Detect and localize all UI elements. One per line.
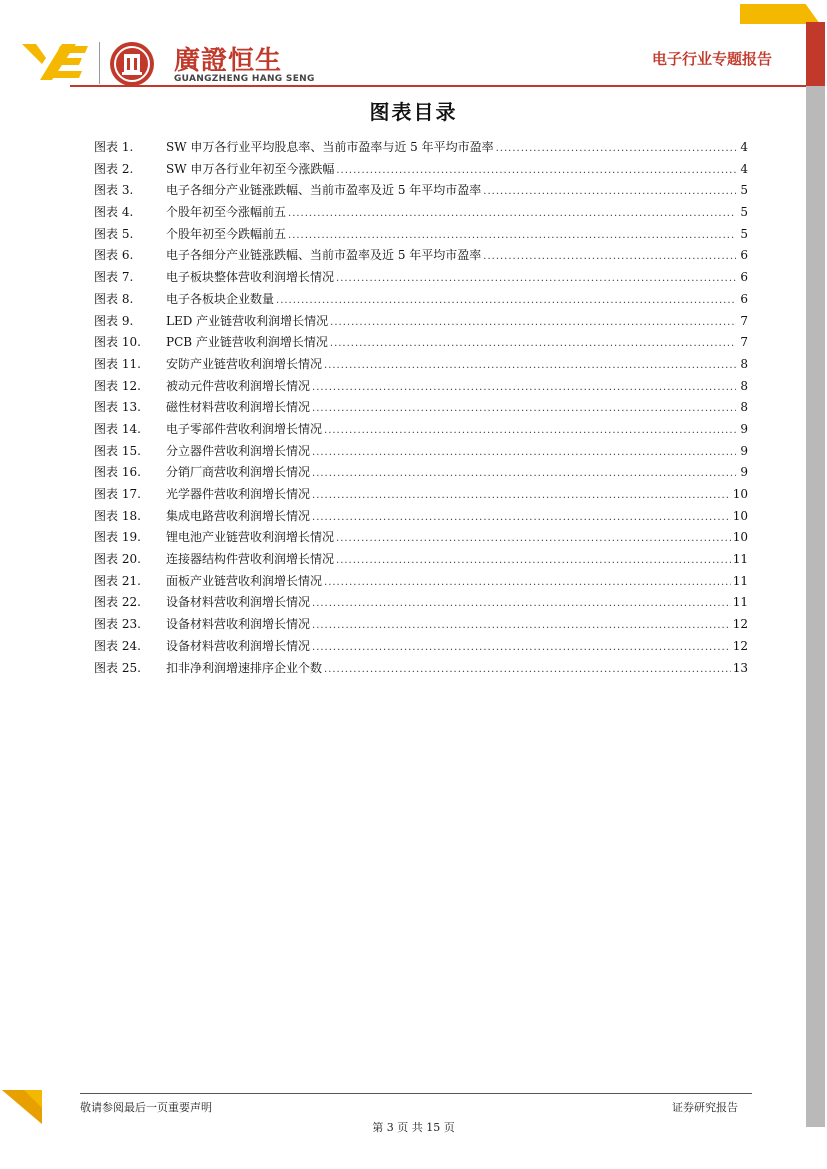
toc-leader-dots xyxy=(330,312,736,334)
toc-label: 图表 13. xyxy=(94,400,141,415)
toc-row[interactable] xyxy=(94,636,748,658)
toc-label: 图表 14. xyxy=(94,421,141,436)
toc-label: 图表 7. xyxy=(94,270,134,285)
toc-row[interactable] xyxy=(94,462,748,484)
toc-label: 图表 22. xyxy=(94,595,141,610)
toc-row[interactable] xyxy=(94,658,748,680)
toc-entry-text: 电子各细分产业链涨跌幅、当前市盈率及近 5 年平均市盈率 xyxy=(166,248,482,263)
toc-entry-text: 电子各细分产业链涨跌幅、当前市盈率及近 5 年平均市盈率 xyxy=(166,183,482,198)
toc-row[interactable] xyxy=(94,202,748,224)
toc-leader-dots xyxy=(276,290,736,312)
toc-row[interactable] xyxy=(94,419,748,441)
toc-leader-dots xyxy=(312,507,731,529)
toc-label: 图表 1. xyxy=(94,140,134,154)
toc-entry-text: 设备材料营收利润增长情况 xyxy=(166,595,311,610)
toc-leader-dots xyxy=(483,246,736,268)
toc-page-number: 5 xyxy=(740,226,748,241)
toc-label: 图表 12. xyxy=(94,378,141,393)
toc-row[interactable] xyxy=(94,354,748,376)
toc-row[interactable] xyxy=(94,332,748,354)
toc-row[interactable] xyxy=(94,441,748,463)
toc-entry-text: SW 申万各行业平均股息率、当前市盈率与近 5 年平均市盈率 xyxy=(166,140,494,154)
toc-leader-dots xyxy=(324,572,731,594)
toc-label: 图表 16. xyxy=(94,465,141,480)
toc-label: 图表 25. xyxy=(94,660,141,675)
toc-page-number: 11 xyxy=(732,595,748,610)
toc-label: 图表 17. xyxy=(94,487,141,501)
toc-row[interactable] xyxy=(94,592,748,614)
toc-label: 图表 18. xyxy=(94,508,141,523)
toc-row[interactable] xyxy=(94,180,748,202)
toc-row[interactable] xyxy=(94,289,748,311)
company-name-en: GUANGZHENG HANG SENG xyxy=(174,74,315,84)
toc-label: 图表 5. xyxy=(94,226,134,241)
toc-page-number: 7 xyxy=(740,335,748,350)
toc-leader-dots xyxy=(312,442,736,464)
toc-leader-dots xyxy=(336,160,736,182)
header-divider xyxy=(70,85,806,87)
toc-row[interactable] xyxy=(94,397,748,419)
toc-label: 图表 24. xyxy=(94,638,141,653)
ye-logo-icon xyxy=(22,44,90,80)
toc-page-number: 6 xyxy=(740,270,748,285)
toc-leader-dots xyxy=(312,463,736,485)
toc-row[interactable] xyxy=(94,484,748,506)
toc-label: 图表 19. xyxy=(94,530,141,545)
footer-divider xyxy=(80,1093,752,1094)
toc-page-number: 7 xyxy=(740,313,748,328)
toc-leader-dots xyxy=(312,593,731,615)
page-number: 第 3 页 共 15 页 xyxy=(372,1121,455,1134)
toc-row[interactable] xyxy=(94,527,748,549)
toc-entry-text: 安防产业链营收利润增长情况 xyxy=(166,356,323,371)
toc-page-number: 6 xyxy=(740,248,748,263)
toc-leader-dots xyxy=(312,398,736,420)
toc-entry-text: SW 申万各行业年初至今涨跌幅 xyxy=(166,161,335,176)
toc-row[interactable] xyxy=(94,224,748,246)
toc-leader-dots xyxy=(312,615,731,637)
footer-disclaimer: 敬请参阅最后一页重要声明 xyxy=(80,1101,212,1114)
toc-row[interactable] xyxy=(94,571,748,593)
toc-page-number: 13 xyxy=(732,660,748,675)
toc-entry-text: 电子零部件营收利润增长情况 xyxy=(166,421,323,436)
toc-label: 图表 15. xyxy=(94,443,141,458)
toc-entry-text: 集成电路营收利润增长情况 xyxy=(166,508,311,523)
toc-entry-text: 连接器结构件营收利润增长情况 xyxy=(166,552,335,567)
toc-title: 图表目录 xyxy=(369,100,458,124)
toc-page-number: 9 xyxy=(740,443,748,458)
toc-label: 图表 11. xyxy=(94,356,141,371)
corner-tab-decoration xyxy=(740,4,820,24)
toc-page-number: 8 xyxy=(740,356,748,371)
toc-label: 图表 6. xyxy=(94,248,134,263)
toc-label: 图表 23. xyxy=(94,617,141,632)
toc-leader-dots xyxy=(324,355,736,377)
toc-page-number: 12 xyxy=(732,617,748,632)
toc-page-number: 8 xyxy=(740,378,748,393)
footer-report-type: 证券研究报告 xyxy=(672,1101,738,1114)
toc-entry-text: 磁性材料营收利润增长情况 xyxy=(166,400,311,415)
company-seal-icon xyxy=(108,40,156,88)
toc-row[interactable] xyxy=(94,159,748,181)
toc-page-number: 10 xyxy=(732,530,748,545)
toc-label: 图表 3. xyxy=(94,183,134,198)
toc-leader-dots xyxy=(312,485,731,507)
toc-label: 图表 4. xyxy=(94,205,134,220)
toc-entry-text: 被动元件营收利润增长情况 xyxy=(166,378,311,393)
toc-page-number: 9 xyxy=(740,465,748,480)
toc-page-number: 4 xyxy=(740,140,748,154)
toc-page-number: 9 xyxy=(740,421,748,436)
report-type-title: 电子行业专题报告 xyxy=(652,50,773,68)
toc-entry-text: 分销厂商营收利润增长情况 xyxy=(166,465,311,480)
toc-entry-text: 个股年初至今跌幅前五 xyxy=(166,226,287,241)
toc-leader-dots xyxy=(336,268,736,290)
toc-entry-text: 面板产业链营收利润增长情况 xyxy=(166,573,323,588)
toc-leader-dots xyxy=(288,225,736,247)
toc-entry-text: LED 产业链营收利润增长情况 xyxy=(166,313,329,328)
toc-page-number: 10 xyxy=(732,487,748,501)
toc-row[interactable] xyxy=(94,549,748,571)
toc-page-number: 12 xyxy=(732,638,748,653)
toc-label: 图表 10. xyxy=(94,335,141,350)
toc-page-number: 8 xyxy=(740,400,748,415)
toc-page-number: 4 xyxy=(740,161,748,176)
toc-entry-text: 电子各板块企业数量 xyxy=(166,291,275,306)
toc-row[interactable] xyxy=(94,614,748,636)
toc-row[interactable] xyxy=(94,376,748,398)
toc-leader-dots xyxy=(483,181,736,203)
toc-leader-dots xyxy=(312,637,731,659)
company-name-cn: 廣證恒生 xyxy=(174,46,283,76)
toc-leader-dots xyxy=(336,528,731,550)
right-side-bar-accent xyxy=(806,22,825,86)
toc-entry-text: 设备材料营收利润增长情况 xyxy=(166,617,311,632)
toc-page-number: 11 xyxy=(732,552,748,567)
toc-row[interactable] xyxy=(94,311,748,333)
toc-page-number: 5 xyxy=(740,205,748,220)
toc-leader-dots xyxy=(330,333,736,355)
toc-page-number: 6 xyxy=(740,291,748,306)
toc-page-number: 10 xyxy=(732,508,748,523)
toc-label: 图表 21. xyxy=(94,573,141,588)
toc-page-number: 5 xyxy=(740,183,748,198)
toc-leader-dots xyxy=(324,659,731,681)
toc-entry-text: PCB 产业链营收利润增长情况 xyxy=(166,335,328,350)
toc-entry-text: 扣非净利润增速排序企业个数 xyxy=(166,660,323,675)
toc-leader-dots xyxy=(324,420,736,442)
toc-row[interactable] xyxy=(94,506,748,528)
toc-leader-dots xyxy=(336,550,731,572)
toc-row[interactable] xyxy=(94,245,748,267)
toc-leader-dots xyxy=(496,138,736,160)
toc-list xyxy=(94,137,748,679)
toc-entry-text: 电子板块整体营收利润增长情况 xyxy=(166,270,335,285)
toc-label: 图表 9. xyxy=(94,313,134,328)
toc-entry-text: 光学器件营收利润增长情况 xyxy=(166,487,311,501)
toc-entry-text: 设备材料营收利润增长情况 xyxy=(166,638,311,653)
toc-entry-text: 分立器件营收利润增长情况 xyxy=(166,443,311,458)
toc-row[interactable] xyxy=(94,267,748,289)
toc-row[interactable] xyxy=(94,137,748,159)
toc-leader-dots xyxy=(288,203,736,225)
toc-label: 图表 2. xyxy=(94,161,134,176)
logo-divider xyxy=(99,42,100,84)
toc-entry-text: 个股年初至今涨幅前五 xyxy=(166,205,287,220)
right-side-bar xyxy=(806,22,825,1127)
toc-page-number: 11 xyxy=(732,573,748,588)
toc-leader-dots xyxy=(312,377,736,399)
toc-label: 图表 8. xyxy=(94,291,134,306)
toc-label: 图表 20. xyxy=(94,552,141,567)
toc-entry-text: 锂电池产业链营收利润增长情况 xyxy=(166,530,335,545)
